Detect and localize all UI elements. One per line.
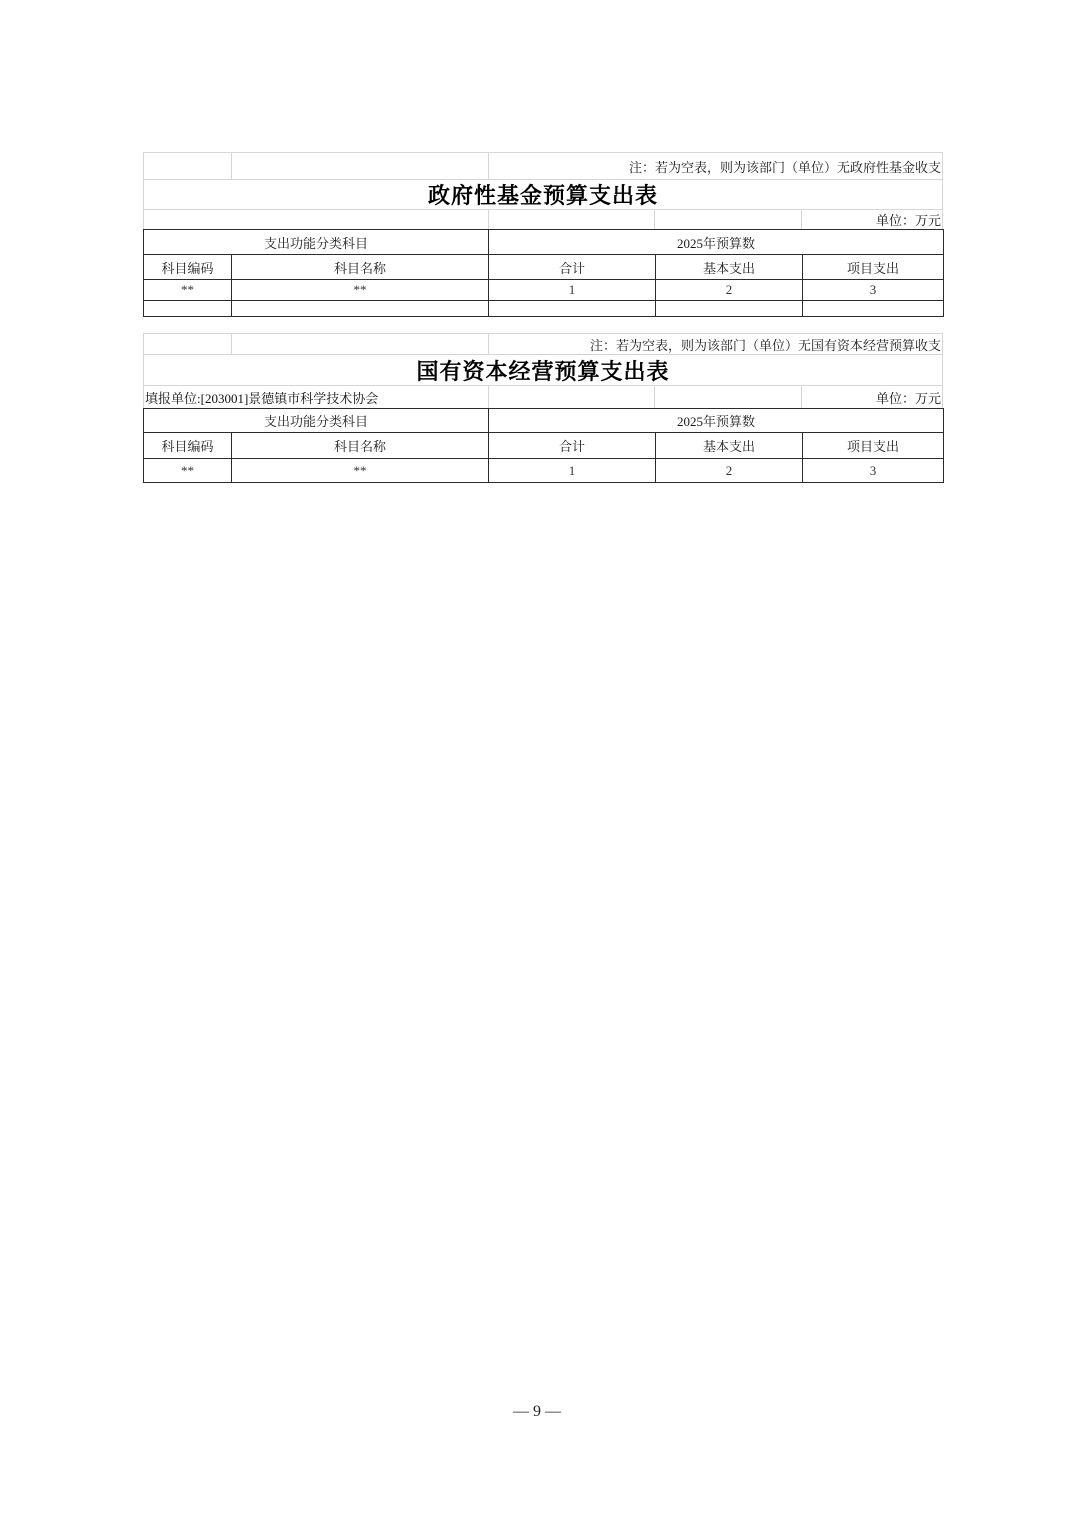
col-header-basic: 基本支出 (656, 255, 803, 280)
cell-subject-code (144, 301, 232, 317)
gov-fund-table-section (143, 152, 943, 317)
state-capital-table-section (143, 333, 943, 483)
col-header-project: 项目支出 (803, 433, 944, 459)
gov-fund-title-row (143, 180, 943, 210)
cell-subject-name: ** (232, 459, 489, 483)
group-header-subject: 支出功能分类科目 (144, 230, 489, 255)
state-capital-unit-label: 单位：万元 (875, 390, 941, 406)
cell-subject-code: ** (144, 280, 232, 301)
gov-fund-unit-label: 单位：万元 (875, 213, 941, 228)
document-content (143, 152, 943, 483)
col-header-subject-name: 科目名称 (232, 433, 489, 459)
grid-cell (655, 210, 802, 229)
state-capital-unit-row (143, 386, 943, 408)
title-cell (144, 180, 942, 209)
cell-total (489, 301, 656, 317)
state-capital-table-title: 国有资本经营预算支出表 (416, 358, 670, 384)
page-number: — 9 — (513, 1403, 561, 1420)
col-header-subject-code: 科目编码 (144, 255, 232, 280)
col-header-project: 项目支出 (803, 255, 944, 280)
group-header-row (144, 230, 944, 255)
state-capital-table (143, 408, 944, 483)
grid-cell (144, 334, 232, 354)
cell-subject-name: ** (232, 280, 489, 301)
cell-project: 3 (803, 459, 944, 483)
cell-project: 3 (803, 280, 944, 301)
cell-total: 1 (489, 280, 656, 301)
group-header-subject: 支出功能分类科目 (144, 409, 489, 433)
grid-cell (489, 386, 656, 408)
col-header-subject-name: 科目名称 (232, 255, 489, 280)
column-header-row (144, 433, 944, 459)
cell-subject-name (232, 301, 489, 317)
state-capital-filler-unit: 填报单位:[203001]景德镇市科学技术协会 (144, 386, 489, 408)
state-capital-title-row (143, 355, 943, 386)
cell-total: 1 (489, 459, 656, 483)
table-row-empty (144, 301, 944, 317)
gov-fund-filler-unit (144, 210, 489, 229)
grid-cell (144, 153, 232, 179)
cell-project (803, 301, 944, 317)
col-header-subject-code: 科目编码 (144, 433, 232, 459)
table-spacer (143, 317, 943, 333)
gov-fund-table (143, 229, 944, 317)
cell-basic (656, 301, 803, 317)
table-row (144, 280, 944, 301)
title-cell (144, 355, 942, 385)
col-header-basic: 基本支出 (656, 433, 803, 459)
column-header-row (144, 255, 944, 280)
grid-cell (232, 153, 489, 179)
group-header-budget: 2025年预算数 (489, 230, 944, 255)
state-capital-note-row (143, 333, 943, 355)
cell-subject-code: ** (144, 459, 232, 483)
grid-cell (655, 386, 802, 408)
group-header-budget: 2025年预算数 (489, 409, 944, 433)
col-header-total: 合计 (489, 255, 656, 280)
gov-fund-note-row (143, 152, 943, 180)
gov-fund-note: 注：若为空表，则为该部门（单位）无政府性基金收支 (628, 159, 941, 175)
grid-cell (232, 334, 489, 354)
table-row (144, 459, 944, 483)
gov-fund-unit-row (143, 210, 943, 229)
cell-basic: 2 (656, 280, 803, 301)
cell-basic: 2 (656, 459, 803, 483)
grid-cell (489, 210, 656, 229)
gov-fund-table-title: 政府性基金预算支出表 (427, 183, 658, 208)
group-header-row (144, 409, 944, 433)
col-header-total: 合计 (489, 433, 656, 459)
state-capital-note: 注：若为空表，则为该部门（单位）无国有资本经营预算收支 (589, 337, 941, 353)
